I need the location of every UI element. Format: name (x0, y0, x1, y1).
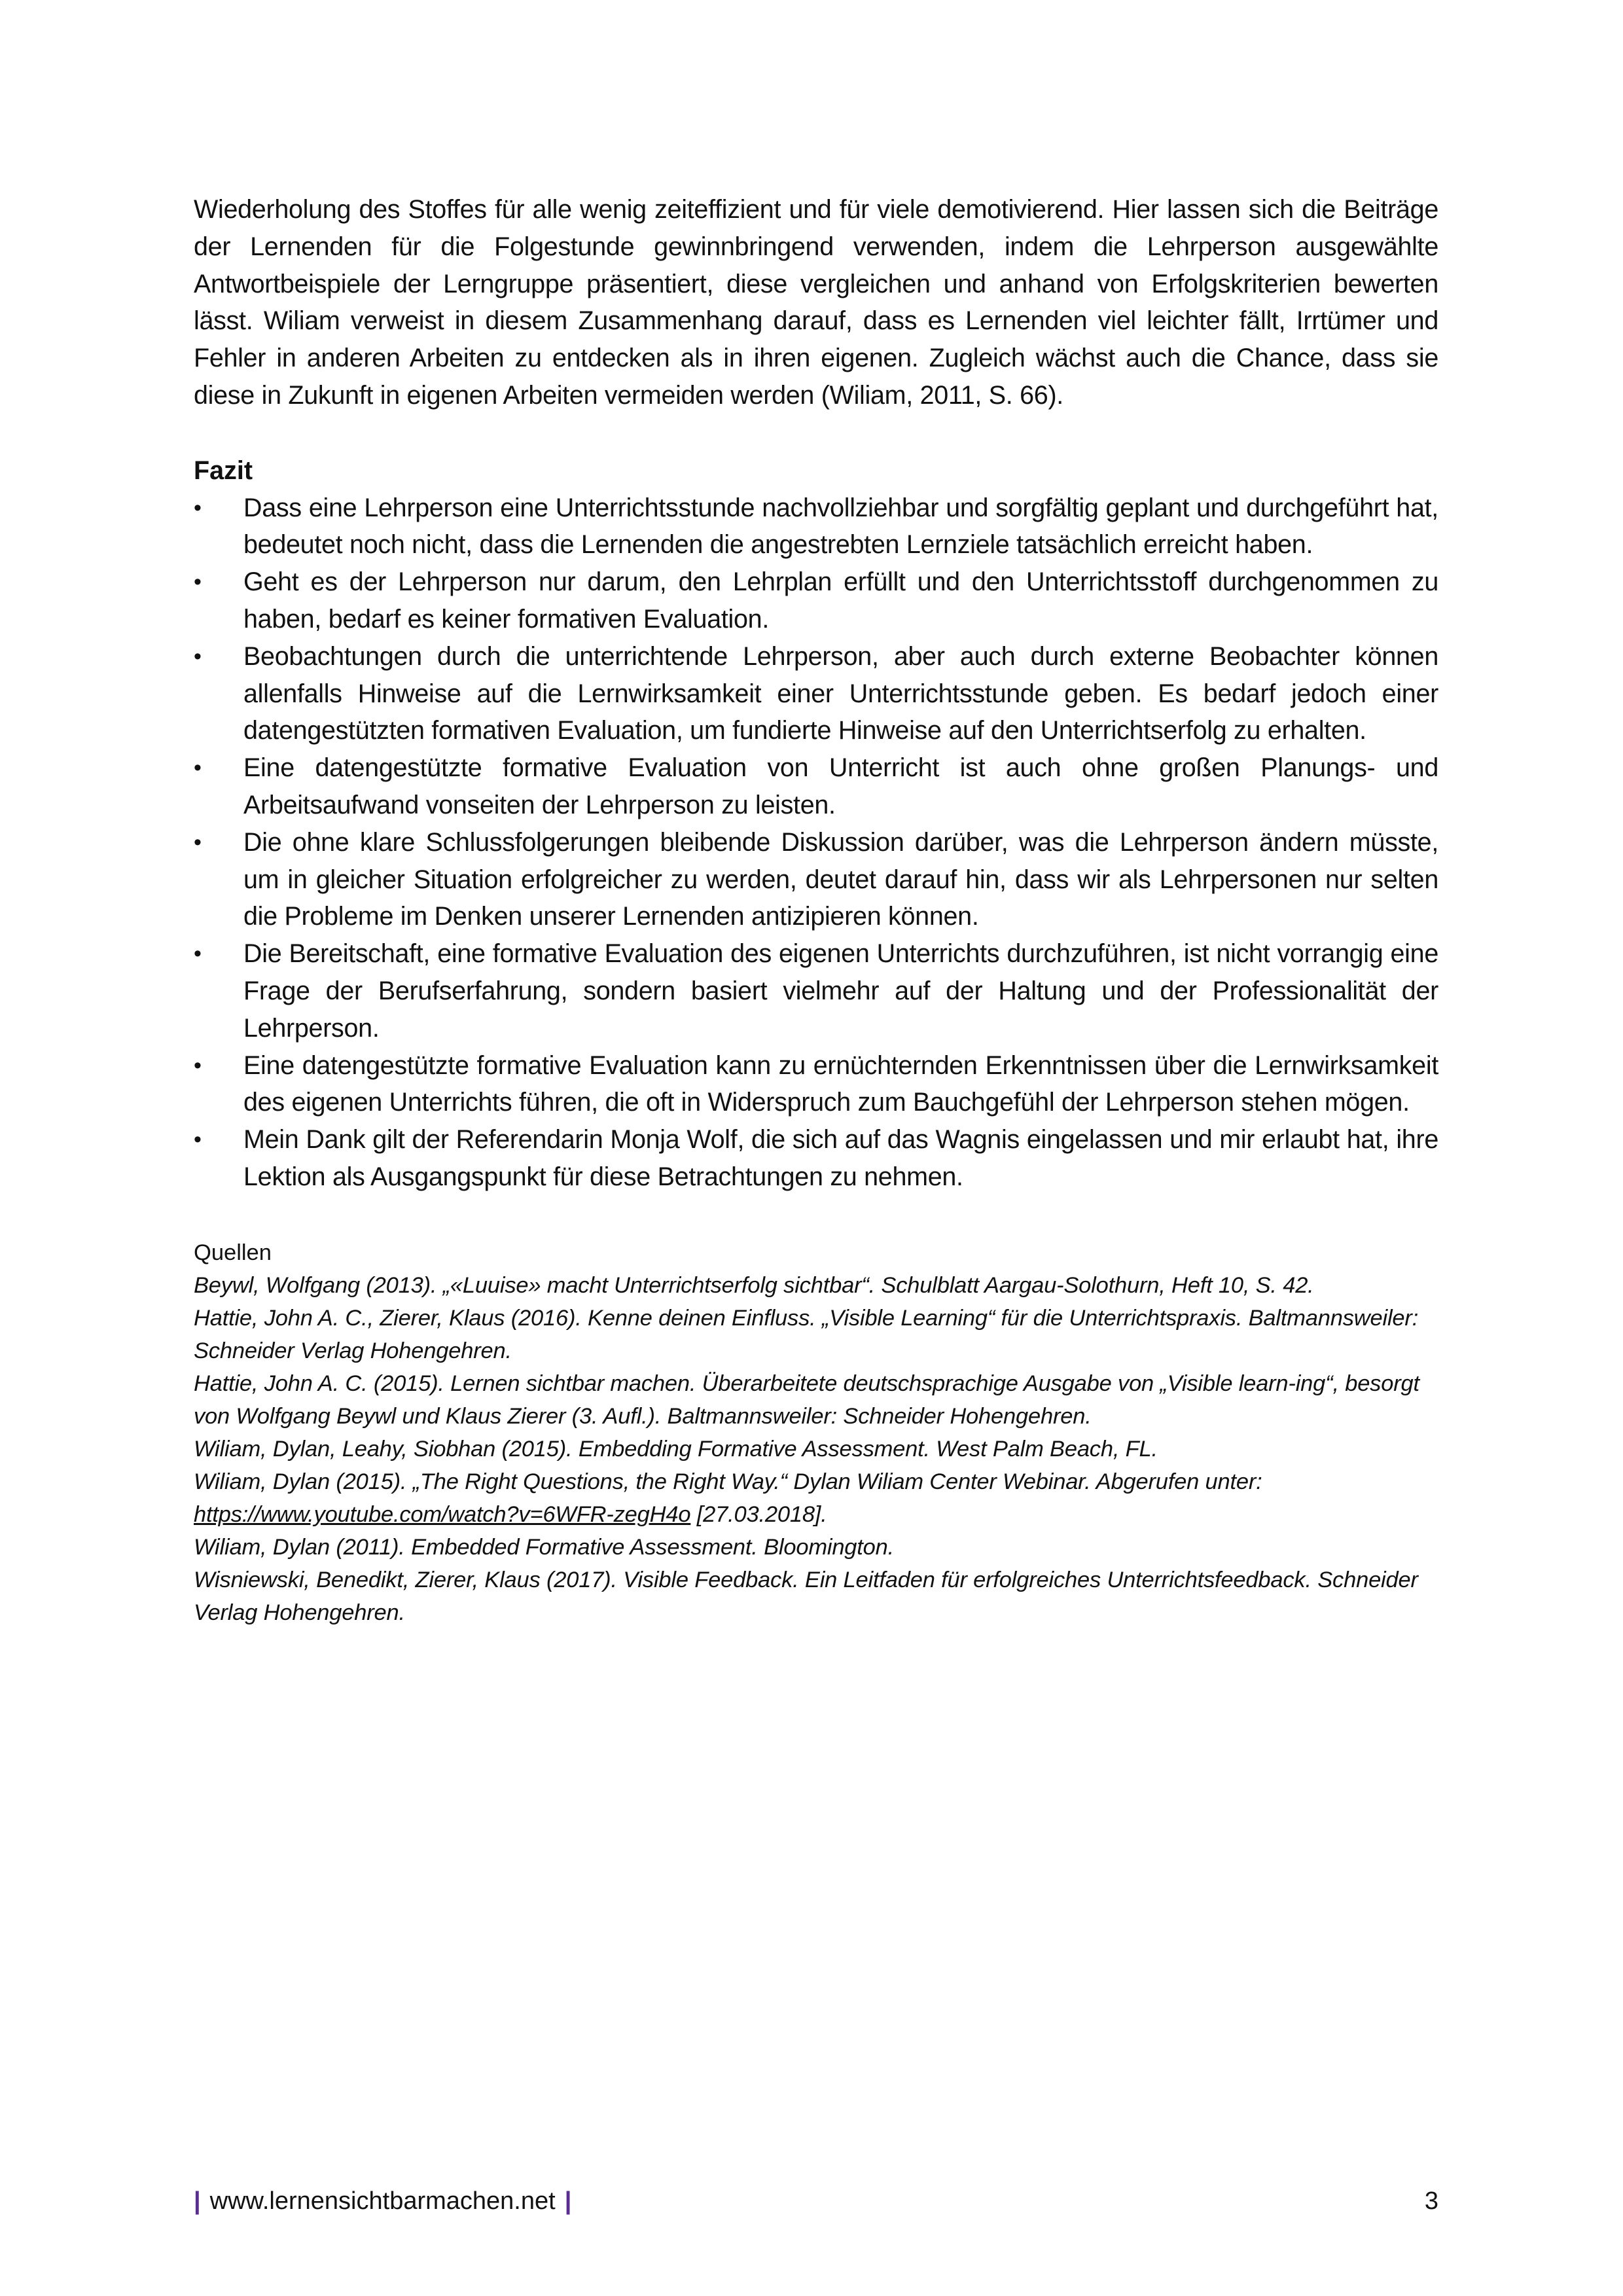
list-item (194, 1047, 1438, 1122)
list-item-text: Geht es der Lehrperson nur darum, den Lehrplan erfüllt und den Unterrichtsstoff durchgenommen zu haben, bedarf es keiner formativen Evaluation. (243, 567, 1438, 634)
footer-website[interactable]: www.lernensichtbarmachen.net (209, 2187, 556, 2215)
page-footer (194, 2185, 1438, 2217)
list-item (194, 1121, 1438, 1196)
list-item-text: Dass eine Lehrperson eine Unterrichtsstunde nachvollziehbar und sorgfältig geplant und durchgeführt hat, bedeutet noch nicht, dass die Lernenden die angestrebten Lernziele tatsächlich erreicht haben. (243, 493, 1438, 560)
bullet-icon: • (194, 941, 202, 967)
list-item (194, 564, 1438, 638)
bullet-icon: • (194, 1127, 202, 1153)
list-item-text: Eine datengestützte formative Evaluation von Unterricht ist auch ohne großen Planungs- und Arbeitsaufwand vonseiten der Lehrperson zu leisten. (243, 753, 1438, 819)
reference-item: Wiliam, Dylan, Leahy, Siobhan (2015). Embedding Formative Assessment. West Palm Beach, FL. (194, 1436, 1158, 1462)
list-item (194, 638, 1438, 749)
list-item-text: Eine datengestützte formative Evaluation kann zu ernüchternden Erkenntnissen über die Lernwirksamkeit des eigenen Unterrichts führen, die oft in Widerspruch zum Bauchgefühl der Lehrperson stehen mögen. (243, 1050, 1438, 1117)
bullet-icon: • (194, 829, 202, 855)
reference-item: Wisniewski, Benedikt, Zierer, Klaus (2017). Visible Feedback. Ein Leitfaden für erfolgreiches Unterrichtsfeedback. Schneider Verlag Hohengehren. (194, 1567, 1418, 1625)
list-item-text: Die ohne klare Schlussfolgerungen bleibende Diskussion darüber, was die Lehrperson ändern müsste, um in gleicher Situation erfolgreicher zu werden, deutet darauf hin, dass wir als Lehrpersonen nur selten die Probleme im Denken unserer Lernenden antizipieren können. (243, 827, 1438, 931)
document-page (194, 191, 1438, 1629)
footer-separator-left: | (194, 2187, 201, 2215)
reference-item: Hattie, John A. C. (2015). Lernen sichtbar machen. Überarbeitete deutschsprachige Ausgabe von „Visible learn-ing“, besorgt von Wolfgang Beywl und Klaus Zierer (3. Aufl.). Baltmannsweiler: Schneider Hohengehren. (194, 1371, 1419, 1429)
list-item (194, 749, 1438, 824)
list-item-text: Mein Dank gilt der Referendarin Monja Wolf, die sich auf das Wagnis eingelassen und mir erlaubt hat, ihre Lektion als Ausgangspunkt für diese Betrachtungen zu nehmen. (243, 1125, 1438, 1191)
reference-item: Beywl, Wolfgang (2013). „«Luuise» macht Unterrichtserfolg sichtbar“. Schulblatt Aargau-Solothurn, Heft 10, S. 42. (194, 1272, 1314, 1298)
youtube-link[interactable]: https://www.youtube.com/watch?v=6WFR-zegH4o (194, 1501, 691, 1527)
list-item-text: Beobachtungen durch die unterrichtende Lehrperson, aber auch durch externe Beobachter können allenfalls Hinweise auf die Lernwirksamkeit einer Unterrichtsstunde geben. Es bedarf jedoch einer datengestützten formativen Evaluation, um fundierte Hinweise auf den Unterrichtserfolg zu erhalten. (243, 641, 1438, 745)
page-number: 3 (1424, 2187, 1438, 2215)
bullet-icon: • (194, 755, 202, 781)
reference-item: Wiliam, Dylan (2011). Embedded Formative Assessment. Bloomington. (194, 1534, 895, 1560)
reference-item: Hattie, John A. C., Zierer, Klaus (2016). Kenne deinen Einfluss. „Visible Learning“ für die Unterrichtspraxis. Baltmannsweiler: Schneider Verlag Hohengehren. (194, 1305, 1419, 1363)
intro-paragraph: Wiederholung des Stoffes für alle wenig zeiteffizient und für viele demotivierend. Hier lassen sich die Beiträge der Lernenden für die Folgestunde gewinnbringend verwenden, indem die Lehrperson ausgewählte Antwortbeispiele der Lerngruppe präsentiert, diese vergleichen und anhand von Erfolgskriterien bewerten lässt. Wiliam verweist in diesem Zusammenhang darauf, dass es Lernenden viel leichter fällt, Irrtümer und Fehler in anderen Arbeiten zu entdecken als in ihren eigenen. Zugleich wächst auch die Chance, dass sie diese in Zukunft in eigenen Arbeiten vermeiden werden (Wiliam, 2011, S. 66). (194, 195, 1438, 410)
bullet-icon: • (194, 643, 202, 669)
fazit-heading: Fazit (194, 456, 253, 485)
reference-text: Wiliam, Dylan (2015). „The Right Questions, the Right Way.“ Dylan Wiliam Center Webinar. Abgerufen unter: (194, 1469, 1262, 1494)
fazit-list (194, 490, 1438, 1196)
list-item (194, 490, 1438, 564)
bullet-icon: • (194, 569, 202, 595)
list-item-text: Die Bereitschaft, eine formative Evaluation des eigenen Unterrichts durchzuführen, ist nicht vorrangig eine Frage der Berufserfahrung, sondern basiert vielmehr auf der Haltung und der Professionalität der Lehrperson. (243, 939, 1438, 1043)
list-item (194, 824, 1438, 935)
bullet-icon: • (194, 1052, 202, 1078)
bullet-icon: • (194, 495, 202, 520)
list-item (194, 935, 1438, 1047)
footer-separator-right: | (564, 2187, 572, 2215)
sources-heading: Quellen (194, 1240, 272, 1265)
reference-item-webinar (194, 1465, 1438, 1531)
reference-access-date: [27.03.2018]. (696, 1501, 827, 1527)
